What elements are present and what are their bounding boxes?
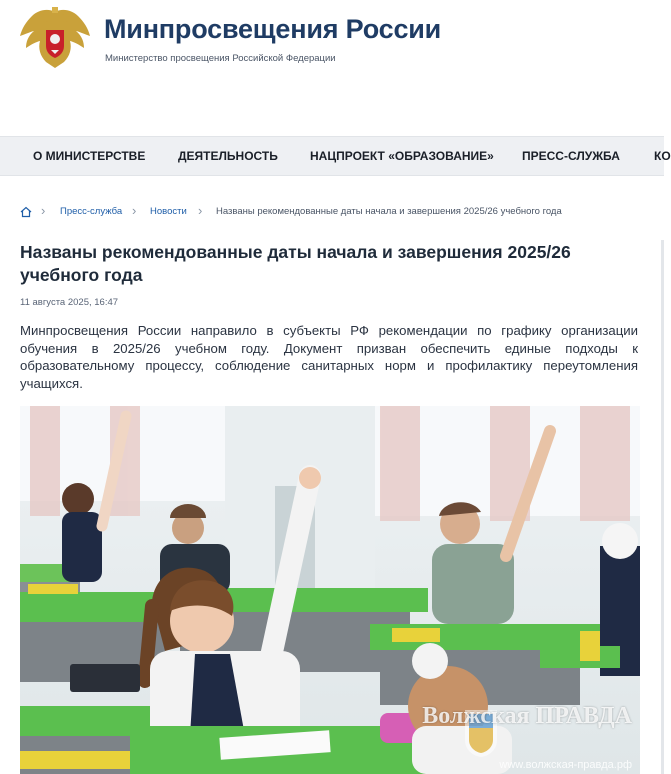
nav-item-press[interactable]: ПРЕСС-СЛУЖБА	[522, 149, 620, 163]
main-navigation	[0, 136, 671, 176]
chevron-right-icon: ›	[198, 203, 203, 218]
home-icon[interactable]	[20, 206, 32, 218]
breadcrumb-press[interactable]: Пресс-служба	[60, 206, 123, 217]
ministry-emblem-icon[interactable]	[18, 6, 92, 72]
nav-item-contacts[interactable]: КО	[654, 149, 671, 163]
article-photo[interactable]	[20, 406, 640, 774]
breadcrumb-news[interactable]: Новости	[150, 206, 187, 217]
article-lead: Минпросвещения России направило в субъекты РФ рекомендации по графику организации обучения в 2025/26 учебном году. Документ призван обеспечить единые подходы к образовательному процессу, соблюдение санитарных норм и профилактику переутомления учащихся.	[20, 323, 638, 391]
nav-item-about[interactable]: О МИНИСТЕРСТВЕ	[33, 149, 146, 163]
scrollbar[interactable]	[661, 240, 664, 774]
nav-item-national-project[interactable]: НАЦПРОЕКТ «ОБРАЗОВАНИЕ»	[310, 149, 494, 163]
watermark-url: www.волжская-правда.рф	[499, 759, 632, 771]
watermark-name: Волжская ПРАВДА	[422, 703, 632, 729]
nav-item-activity[interactable]: ДЕЯТЕЛЬНОСТЬ	[178, 149, 278, 163]
chevron-right-icon: ›	[41, 203, 46, 218]
article-date: 11 августа 2025, 16:47	[20, 297, 119, 308]
article-title: Названы рекомендованные даты начала и завершения 2025/26 учебного года	[20, 242, 571, 285]
chevron-right-icon: ›	[132, 203, 137, 218]
breadcrumb-current: Названы рекомендованные даты начала и завершения 2025/26 учебного года	[216, 206, 562, 217]
site-subtitle: Министерство просвещения Российской Федерации	[105, 53, 336, 64]
site-header	[0, 0, 664, 136]
site-title[interactable]: Минпросвещения России	[104, 14, 442, 44]
